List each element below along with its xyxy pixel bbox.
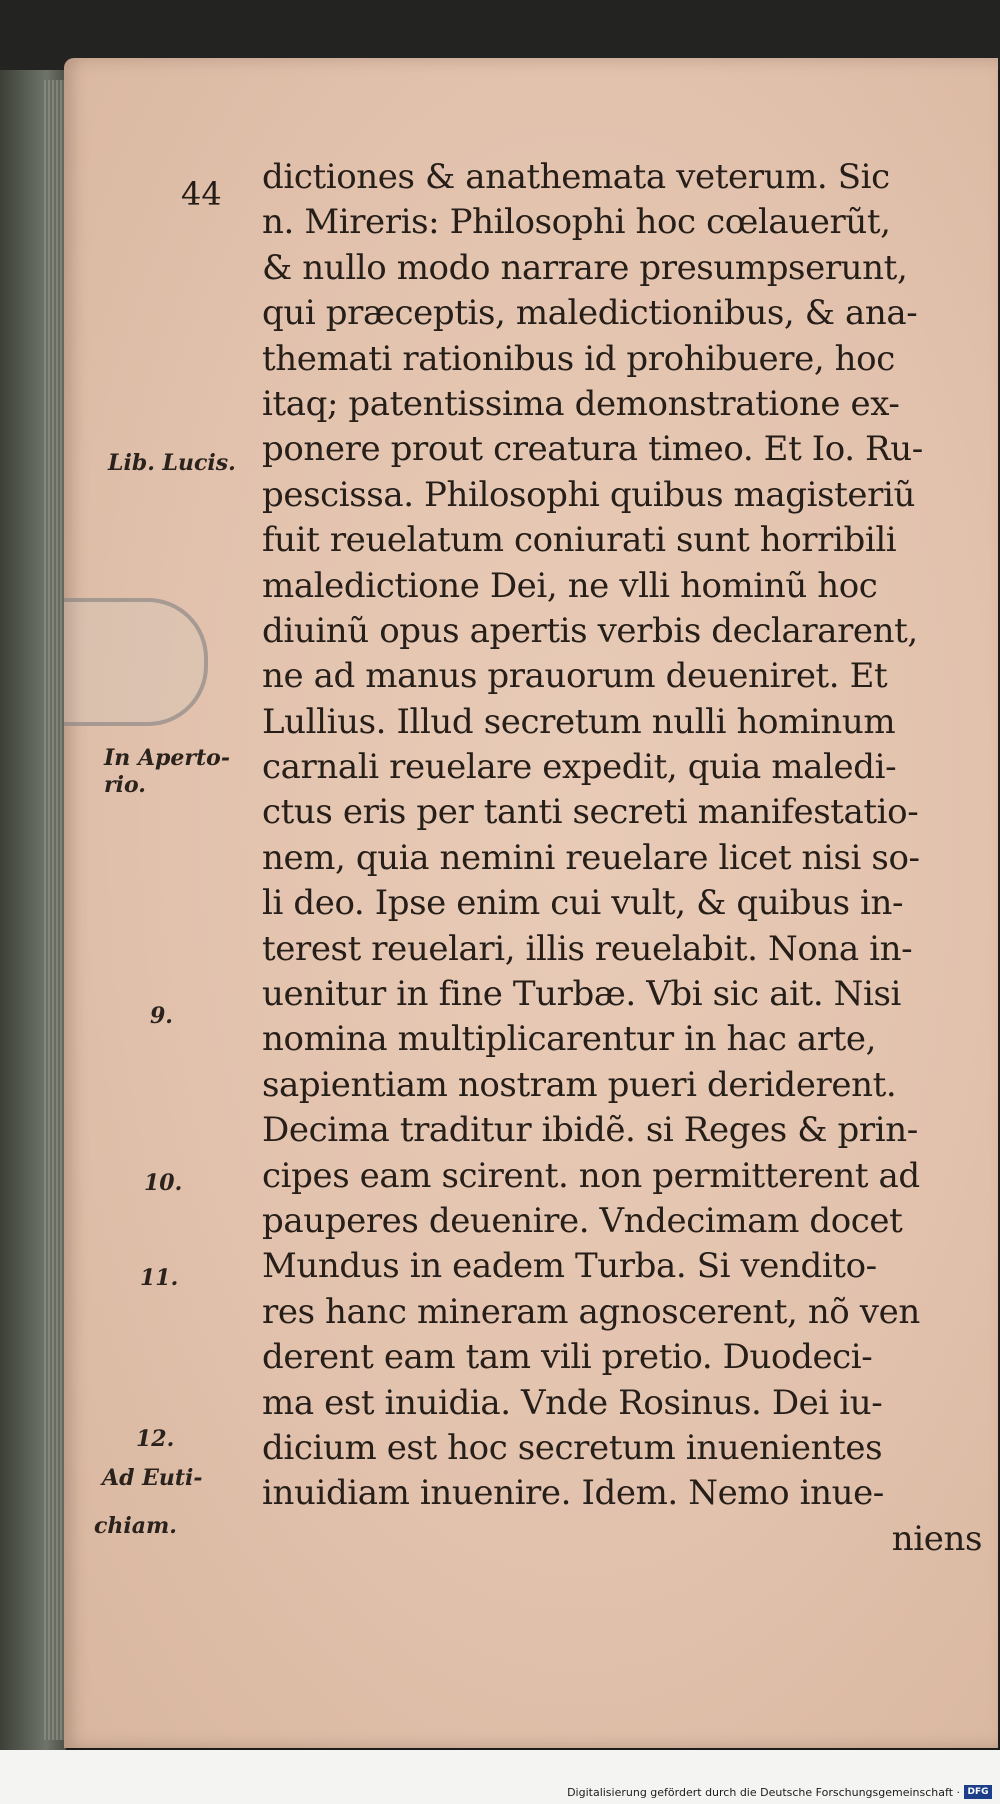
text-line: terest reuelari, illis reuelabit. Nona in- [262, 928, 913, 969]
page-number: 44 [181, 175, 222, 213]
marginal-note-ad-eutichiam-cont: chiam. [94, 1513, 177, 1539]
text-line: li deo. Ipse enim cui vult, & quibus in- [262, 883, 904, 924]
text-line: ne ad manus prauorum deueniret. Et [262, 656, 888, 697]
text-line: nem, quia nemini reuelare licet nisi so- [262, 837, 920, 878]
text-line: sapientiam nostram pueri deriderent. [262, 1064, 897, 1105]
text-line: derent eam tam vili pretio. Duodeci- [262, 1337, 873, 1378]
text-line: qui præceptis, maledictionibus, & ana- [262, 293, 918, 334]
text-line: Lullius. Illud secretum nulli hominum [262, 701, 896, 742]
text-line: ponere prout creatura timeo. Et Io. Ru- [262, 429, 923, 470]
text-line: Mundus in eadem Turba. Si vendito- [262, 1246, 877, 1287]
text-line: res hanc mineram agnoscerent, nõ ven [262, 1291, 920, 1332]
text-line: uenitur in fine Turbæ. Vbi sic ait. Nisi [262, 974, 901, 1015]
marginal-number-12: 12. [136, 1426, 175, 1452]
text-line: inuidiam inuenire. Idem. Nemo inue- [262, 1473, 884, 1514]
text-line: n. Mireris: Philosophi hoc cœlauerũt, [262, 202, 891, 243]
text-line: & nullo modo narrare presumpserunt, [262, 247, 908, 288]
marginal-note-ad-eutichiam: Ad Euti- [102, 1465, 203, 1491]
text-line: ctus eris per tanti secreti manifestatio- [262, 792, 919, 833]
text-line: diuinũ opus apertis verbis declararent, [262, 610, 918, 651]
marginal-number-9: 9. [150, 1003, 173, 1029]
body-text [262, 155, 982, 1562]
text-line: nomina multiplicarentur in hac arte, [262, 1019, 877, 1060]
text-line: dictiones & anathemata veterum. Sic [262, 157, 890, 197]
text-line: dicium est hoc secretum inuenientes [262, 1427, 883, 1468]
text-line: cipes eam scirent. non permitterent ad [262, 1155, 920, 1196]
marginal-note-lib-lucis: Lib. Lucis. [108, 450, 236, 476]
marginal-number-10: 10. [144, 1170, 183, 1196]
page-edges [44, 80, 66, 1740]
marginal-note-in-apertorio-cont: rio. [104, 772, 146, 798]
text-line: pescissa. Philosophi quibus magisteriũ [262, 474, 915, 515]
bookmark-clip [64, 598, 208, 726]
text-line: Decima traditur ibidẽ. si Reges & prin- [262, 1110, 918, 1151]
text-line: itaq; patentissima demonstratione ex- [262, 383, 900, 424]
text-line: themati rationibus id prohibuere, hoc [262, 338, 895, 379]
text-line: fuit reuelatum coniurati sunt horribili [262, 520, 897, 561]
text-line: pauperes deuenire. Vndecimam docet [262, 1200, 903, 1241]
marginal-number-11: 11. [140, 1265, 179, 1291]
dfg-logo: DFG [964, 1785, 992, 1799]
digitization-credit: Digitalisierung gefördert durch die Deutsche Forschungsgemeinschaft · [567, 1786, 960, 1799]
text-line: carnali reuelare expedit, quia maledi- [262, 747, 897, 788]
marginal-note-in-apertorio: In Aperto- [104, 745, 230, 771]
catchword: niens [891, 1518, 982, 1559]
text-line: ma est inuidia. Vnde Rosinus. Dei iu- [262, 1382, 883, 1423]
text-line: maledictione Dei, ne vlli hominũ hoc [262, 565, 878, 606]
